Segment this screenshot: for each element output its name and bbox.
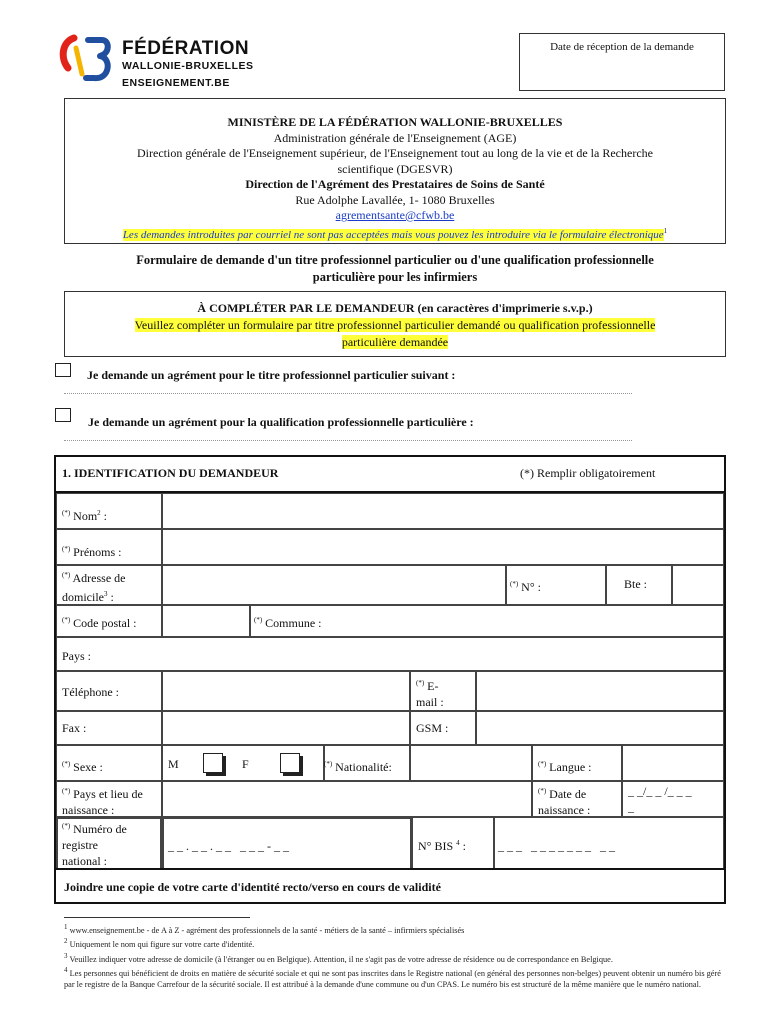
ministry-age: Administration générale de l'Enseignement (AGE) xyxy=(273,130,517,145)
nom-label: (*) Nom$^2$ : xyxy=(62,509,108,523)
identification-section-title: 1. IDENTIFICATION DU DEMANDEUR xyxy=(62,466,279,480)
complete-line1: Veuillez compléter un formulaire par titre professionnel particulier demandé ou qualification professionnelle xyxy=(134,318,656,332)
sexe-label: (*) Sexe : xyxy=(62,760,103,774)
date-naissance-label: (*) Date de naissance : xyxy=(538,787,591,817)
footnote-3: $^3$ Veuillez indiquer votre adresse de domicile (à l'étranger ou en Belgique). Attention, il ne s'agit pas de votre adresse de résidence ou de correspondance en Belgique. xyxy=(64,951,613,964)
ministry-notice: Les demandes introduites par courriel ne sont pas acceptées mais vous pouvez les introduire via le formulaire électronique xyxy=(122,228,664,241)
registre-mask: _ _ . _ _ . _ _ _ _ _ - _ _ xyxy=(168,839,289,853)
footnotes xyxy=(64,922,726,991)
ministry-notice-sup: 1 xyxy=(663,226,668,235)
prenoms-label: (*) Prénoms : xyxy=(62,545,122,559)
nationalite-label: (*) Nationalité: xyxy=(324,760,392,774)
complete-title: À COMPLÉTER PAR LE DEMANDEUR (en caractères d'imprimerie s.v.p.) xyxy=(197,301,593,315)
ministry-header-box xyxy=(64,98,726,244)
footnote-4: $^4$ Les personnes qui bénéficient de droits en matière de sécurité sociale et qui ne sont pas inscrites dans le Registre national (en général des personnes non-belges) peuvent obtenir un numéro bis géré par le registre de la Banque Carrefour de la sécurité sociale. Il est attribué à la demande d'une commune ou d'un CPAS. Le numéro bis est structuré de la même manière que le numéro national. xyxy=(64,965,721,990)
ministry-dgesvr-2: scientifique (DGESVR) xyxy=(337,161,453,176)
ministry-direction: Direction de l'Agrément des Prestataires de Soins de Santé xyxy=(245,177,545,191)
gsm-input[interactable] xyxy=(476,711,724,745)
joindre-id-copy-note: Joindre une copie de votre carte d'identité recto/verso en cours de validité xyxy=(54,868,726,904)
numero-label: (*) N° : xyxy=(510,580,541,594)
langue-input[interactable] xyxy=(622,745,724,781)
nationalite-input[interactable] xyxy=(410,745,532,781)
langue-label: (*) Langue : xyxy=(538,760,592,774)
code-postal-input[interactable] xyxy=(162,605,250,637)
footnote-2: $^2$ Uniquement le nom qui figure sur votre carte d'identité. xyxy=(64,937,255,950)
pays-label: Pays : xyxy=(62,649,92,663)
form-title-line2: particulière pour les infirmiers xyxy=(312,270,478,284)
bis-label: N° BIS $^4$ : xyxy=(418,839,466,853)
fax-label: Fax : xyxy=(62,721,87,735)
ministry-email-link[interactable]: agrementsante@cfwb.be xyxy=(335,208,455,222)
sexe-m-label: M xyxy=(168,757,179,771)
qualification-request-dotted-line[interactable] xyxy=(64,440,632,441)
qualification-request-checkbox[interactable] xyxy=(55,408,71,422)
form-title xyxy=(64,252,726,286)
reception-date-label: Date de réception de la demande xyxy=(550,41,694,53)
pays-lieu-input[interactable] xyxy=(162,781,532,817)
qualification-request-label: Je demande un agrément pour la qualification professionnelle particulière : xyxy=(88,415,474,429)
title-request-checkbox[interactable] xyxy=(55,363,71,377)
logo-text-federation: FÉDÉRATION xyxy=(122,38,250,59)
gsm-label: GSM : xyxy=(416,721,449,735)
registre-label: (*) Numéro de registre national : xyxy=(62,822,127,868)
logo-text-enseignement: ENSEIGNEMENT.BE xyxy=(122,77,230,89)
reception-date-box[interactable] xyxy=(519,33,725,91)
commune-label: (*) Commune : xyxy=(254,616,322,630)
sexe-f-label: F xyxy=(242,757,249,771)
footnote-separator xyxy=(64,917,250,918)
email-input[interactable] xyxy=(476,671,724,711)
sexe-f-checkbox[interactable] xyxy=(280,753,300,773)
code-postal-label: (*) Code postal : xyxy=(62,616,137,630)
form-title-line1: Formulaire de demande d'un titre professionnel particulier ou d'une qualification professionnelle xyxy=(136,253,654,267)
complete-instructions-box xyxy=(64,291,726,357)
prenoms-input[interactable] xyxy=(162,529,724,565)
pays-input[interactable] xyxy=(56,637,724,671)
complete-line2: particulière demandée xyxy=(341,335,449,349)
bte-input[interactable] xyxy=(672,565,724,605)
email-label: (*) E- mail : xyxy=(416,679,444,709)
sexe-m-checkbox[interactable] xyxy=(203,753,223,773)
pays-lieu-label: (*) Pays et lieu de naissance : xyxy=(62,787,143,817)
telephone-input[interactable] xyxy=(162,671,410,711)
federation-logo-icon xyxy=(58,34,112,86)
logo-text-wallonie: WALLONIE-BRUXELLES xyxy=(122,60,254,72)
title-request-dotted-line[interactable] xyxy=(64,393,632,394)
identification-table xyxy=(54,493,726,870)
adresse-input[interactable] xyxy=(162,565,506,605)
ministry-address: Rue Adolphe Lavallée, 1- 1080 Bruxelles xyxy=(295,192,495,207)
footnote-1: $^1$ www.enseignement.be - de A à Z - agrément des professionnels de la santé - métiers de la santé – infirmiers spécialisés xyxy=(64,923,465,935)
adresse-label: (*) Adresse de domicile$^3$ : xyxy=(62,571,126,604)
date-naissance-mask: _ _/_ _ /_ _ _ _ xyxy=(628,784,692,814)
ministry-title: MINISTÈRE DE LA FÉDÉRATION WALLONIE-BRUXELLES xyxy=(227,115,563,129)
bis-mask: _ _ _ _ _ _ _ _ _ _ _ _ xyxy=(498,839,615,853)
bte-label: Bte : xyxy=(624,577,647,591)
mandatory-note: (*) Remplir obligatoirement xyxy=(520,466,656,480)
title-request-label: Je demande un agrément pour le titre professionnel particulier suivant : xyxy=(87,368,456,382)
ministry-dgesvr-1: Direction générale de l'Enseignement supérieur, de l'Enseignement tout au long de la vie et de la Recherche xyxy=(137,146,653,160)
nom-input[interactable] xyxy=(162,493,724,529)
telephone-label: Téléphone : xyxy=(62,685,119,699)
fax-input[interactable] xyxy=(162,711,410,745)
